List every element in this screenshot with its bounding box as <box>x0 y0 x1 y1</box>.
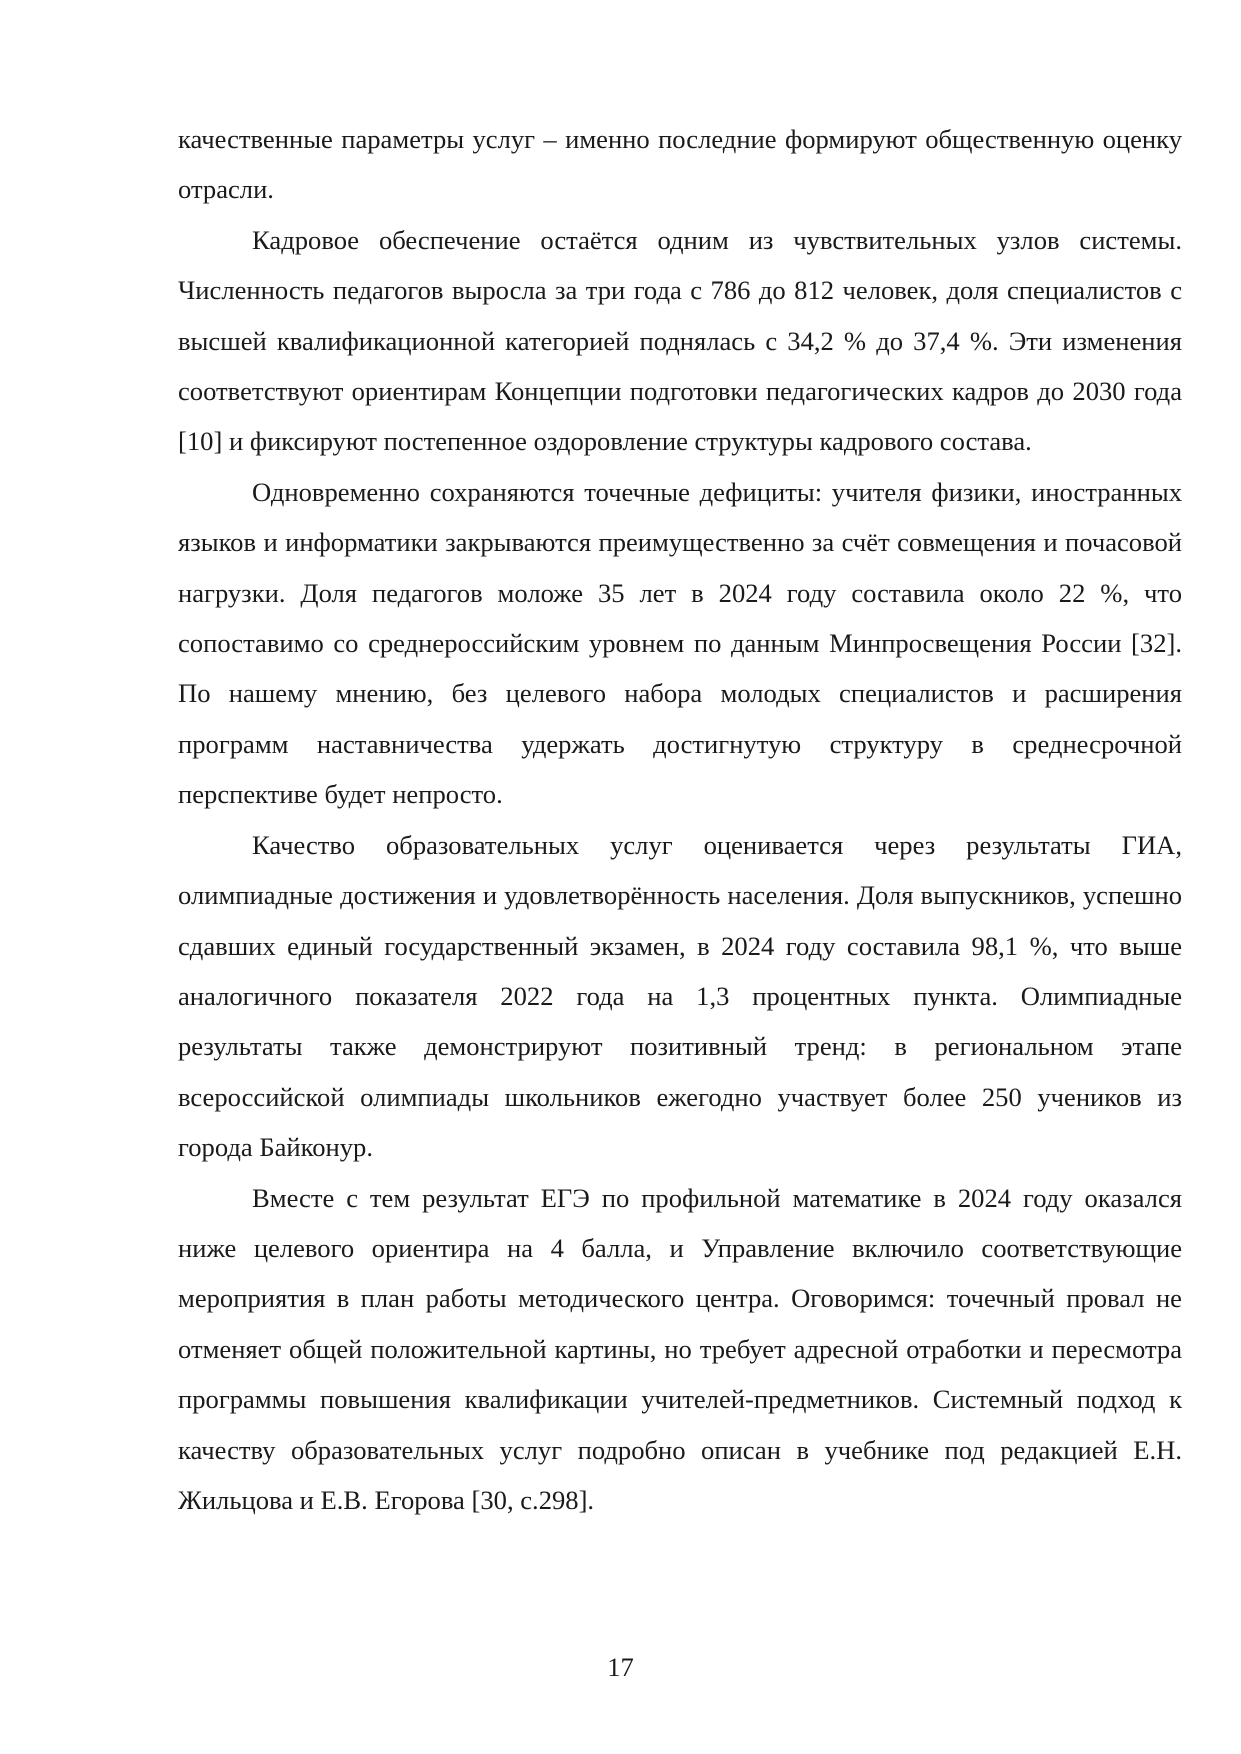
document-body <box>178 114 1182 1525</box>
paragraph: Одновременно сохраняются точечные дефициты: учителя физики, иностранных языков и информатики закрываются преимущественно за счёт совмещения и почасовой нагрузки. Доля педагогов моложе 35 лет в 2024 году составила около 22 %, что сопоставимо со среднероссийским уровнем по данным Минпросвещения России [32]. По нашему мнению, без целевого набора молодых специалистов и расширения программ наставничества удержать достигнутую структуру в среднесрочной перспективе будет непросто. <box>178 476 1182 810</box>
page-number: 17 <box>607 1652 634 1682</box>
paragraph: качественные параметры услуг – именно последние формируют общественную оценку отрасли. <box>178 124 1182 205</box>
paragraph: Кадровое обеспечение остаётся одним из чувствительных узлов системы. Численность педагогов выросла за три года с 786 до 812 человек, доля специалистов с высшей квалификационной категорией поднялась с 34,2 % до 37,4 %. Эти изменения соответствуют ориентирам Концепции подготовки педагогических кадров до 2030 года [10] и фиксируют постепенное оздоровление структуры кадрового состава. <box>178 224 1182 457</box>
paragraph: Качество образовательных услуг оценивается через результаты ГИА, олимпиадные достижения и удовлетворённость населения. Доля выпускников, успешно сдавших единый государственный экзамен, в 2024 году составила 98,1 %, что выше аналогичного показателя 2022 года на 1,3 процентных пункта. Олимпиадные результаты также демонстрируют позитивный тренд: в региональном этапе всероссийской олимпиады школьников ежегодно участвует более 250 учеников из города Байконур. <box>178 829 1182 1163</box>
paragraph: Вместе с тем результат ЕГЭ по профильной математике в 2024 году оказался ниже целевого ориентира на 4 балла, и Управление включило соответствующие мероприятия в план работы методического центра. Оговоримся: точечный провал не отменяет общей положительной картины, но требует адресной отработки и пересмотра программы повышения квалификации учителей-предметников. Системный подход к качеству образовательных услуг подробно описан в учебнике под редакцией Е.Н. Жильцова и Е.В. Егорова [30, с.298]. <box>178 1182 1182 1515</box>
